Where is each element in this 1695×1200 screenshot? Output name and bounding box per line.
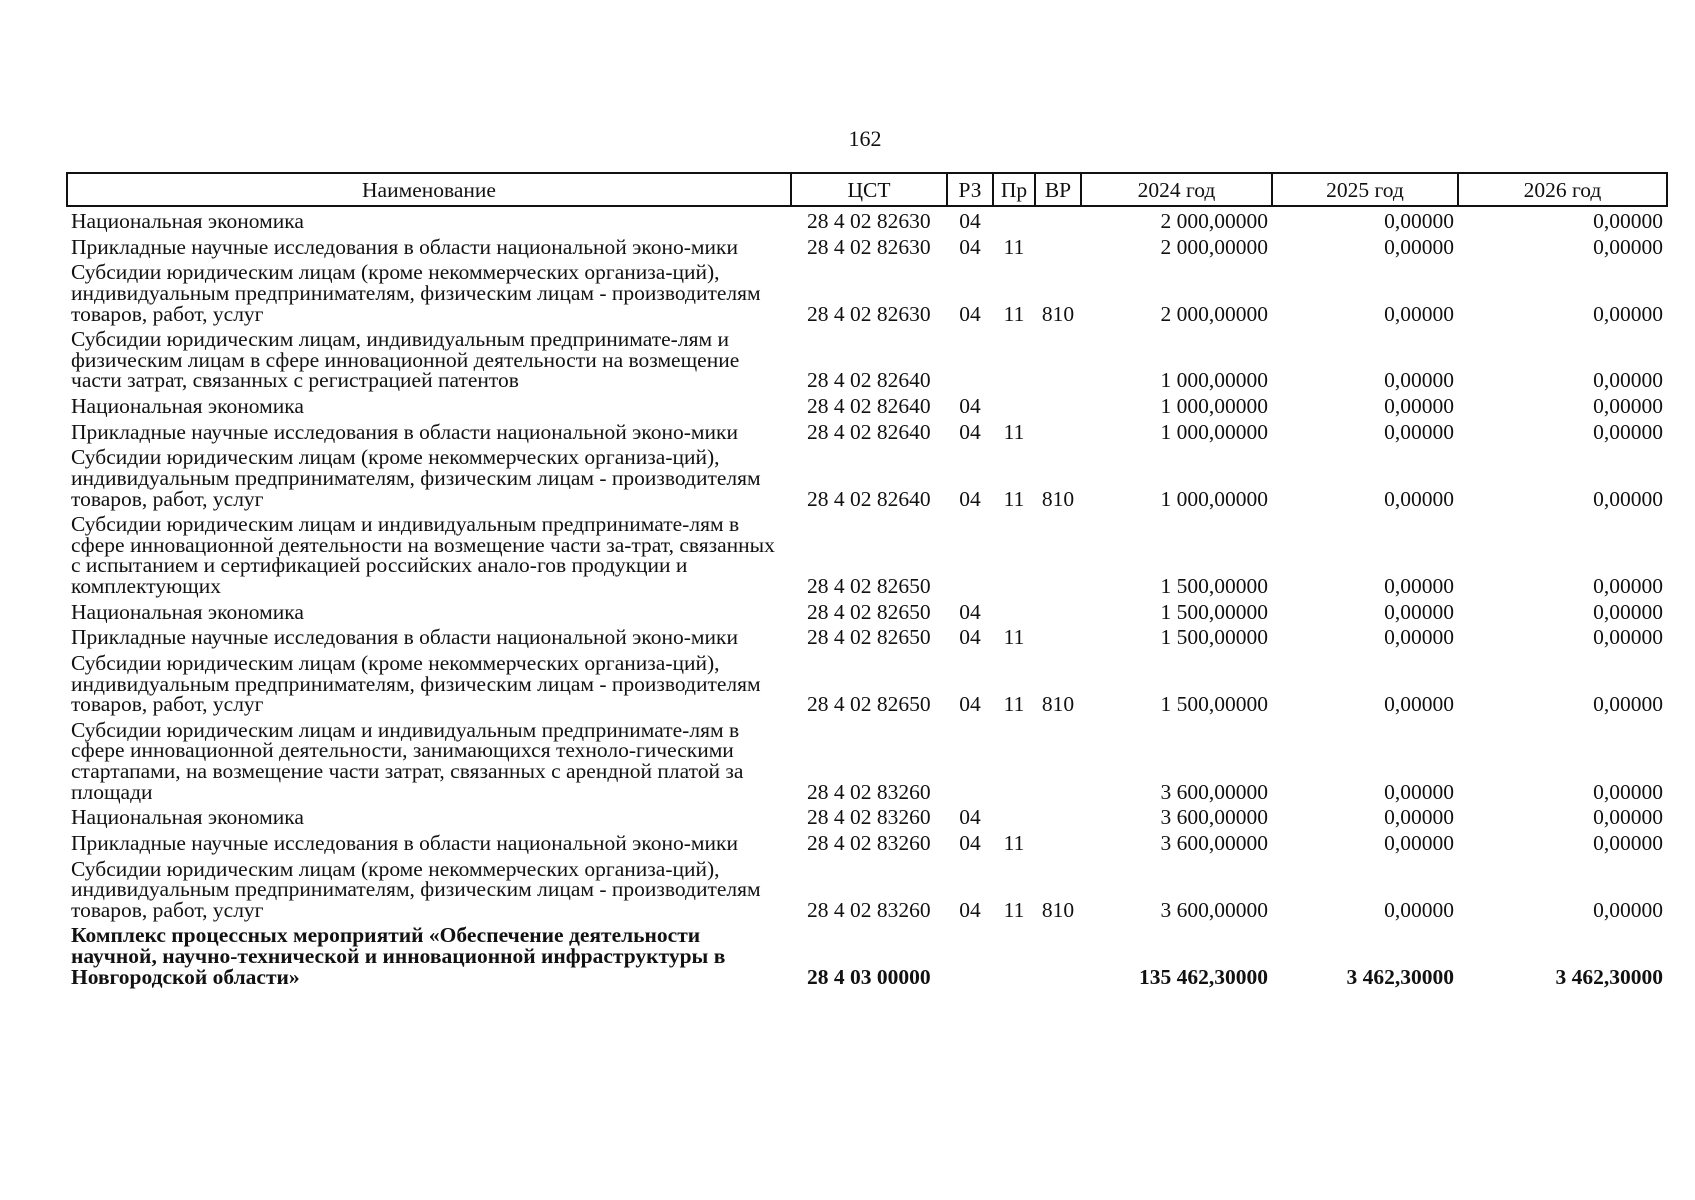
row-vr	[1035, 206, 1081, 235]
row-rz: 04	[959, 486, 981, 511]
row-cst: 28 4 02 82650	[807, 599, 931, 624]
row-name: Национальная экономика	[71, 599, 304, 624]
row-value-2025: 0,00000	[1384, 830, 1454, 855]
row-name: Национальная экономика	[71, 394, 304, 418]
row-name: Национальная экономика	[71, 209, 304, 233]
row-vr: 810	[1041, 486, 1075, 511]
row-pr	[993, 512, 1035, 600]
row-name: Прикладные научные исследования в области национальной эконо-мики	[71, 830, 738, 855]
row-name: Субсидии юридическим лицам (кроме некоммерческих организа-ций), индивидуальным предпринимателям, физическим лицам - производителям товаров, работ, услуг	[71, 260, 761, 326]
table-row	[67, 923, 1667, 990]
row-value-2026: 0,00000	[1593, 805, 1663, 830]
row-pr	[993, 394, 1035, 420]
column-header-2025: 2025 год	[1272, 173, 1458, 206]
row-value-2025: 0,00000	[1384, 574, 1454, 598]
row-vr	[1035, 625, 1081, 651]
row-pr: 11	[1003, 486, 1025, 511]
row-cst: 28 4 02 82630	[807, 234, 931, 259]
row-value-2026: 0,00000	[1593, 830, 1663, 855]
page-number: 162	[848, 126, 882, 151]
row-pr: 11	[1003, 234, 1025, 259]
row-name: Субсидии юридическим лицам и индивидуальным предпринимате-лям в сфере инновационной деятельности на возмещение части за-трат, связанных с испытанием и сертификацией российских анало-гов продукции и комплектующих	[71, 512, 775, 598]
row-value-2024: 1 000,00000	[1160, 394, 1268, 418]
row-rz: 04	[959, 234, 981, 259]
row-cst: 28 4 02 82640	[807, 368, 931, 393]
row-value-2025: 0,00000	[1384, 625, 1454, 650]
row-value-2026: 0,00000	[1593, 599, 1663, 624]
row-pr	[993, 327, 1035, 394]
column-header-pr: Пр	[993, 173, 1035, 206]
row-value-2025: 3 462,30000	[1346, 964, 1454, 989]
table-row	[67, 512, 1667, 600]
row-value-2025: 0,00000	[1384, 897, 1454, 922]
row-pr: 11	[1003, 897, 1025, 922]
row-cst: 28 4 02 83260	[807, 830, 931, 855]
row-value-2024: 1 000,00000	[1160, 419, 1268, 444]
row-value-2024: 3 600,00000	[1160, 805, 1268, 830]
table-row	[67, 327, 1667, 394]
row-name: Субсидии юридическим лицам (кроме некоммерческих организа-ций), индивидуальным предпринимателям, физическим лицам - производителям товаров, работ, услуг	[71, 445, 761, 511]
row-cst: 28 4 02 83260	[807, 897, 931, 922]
row-value-2025: 0,00000	[1384, 209, 1454, 233]
column-header-rz: РЗ	[947, 173, 993, 206]
row-cst: 28 4 02 82630	[807, 209, 931, 233]
column-header-name: Наименование	[67, 173, 791, 206]
row-pr: 11	[1003, 419, 1025, 444]
row-rz: 04	[959, 209, 981, 233]
row-value-2024: 2 000,00000	[1160, 301, 1268, 326]
row-value-2025: 0,00000	[1384, 234, 1454, 259]
row-value-2024: 1 500,00000	[1160, 692, 1268, 717]
row-value-2026: 0,00000	[1593, 692, 1663, 717]
row-value-2026: 0,00000	[1593, 574, 1663, 598]
row-value-2024: 3 600,00000	[1160, 779, 1268, 804]
row-vr	[1035, 718, 1081, 806]
table-row	[67, 394, 1667, 420]
row-name: Субсидии юридическим лицам (кроме некоммерческих организа-ций), индивидуальным предпринимателям, физическим лицам - производителям товаров, работ, услуг	[71, 856, 761, 922]
row-pr	[993, 923, 1035, 990]
row-rz: 04	[959, 805, 981, 830]
row-cst: 28 4 02 82640	[807, 419, 931, 444]
row-value-2026: 0,00000	[1593, 897, 1663, 922]
row-value-2025: 0,00000	[1384, 394, 1454, 418]
row-vr: 810	[1041, 301, 1075, 326]
row-cst: 28 4 02 82650	[807, 625, 931, 650]
row-vr	[1035, 420, 1081, 446]
table-header-row	[67, 173, 1667, 206]
row-cst: 28 4 02 82640	[807, 394, 931, 418]
row-cst: 28 4 02 83260	[807, 779, 931, 804]
row-vr	[1035, 394, 1081, 420]
column-header-2026: 2026 год	[1458, 173, 1667, 206]
row-vr	[1035, 327, 1081, 394]
row-rz: 04	[959, 692, 981, 717]
row-rz	[947, 327, 993, 394]
row-rz: 04	[959, 625, 981, 650]
row-cst: 28 4 02 82630	[807, 301, 931, 326]
row-pr	[993, 206, 1035, 235]
row-vr	[1035, 600, 1081, 626]
row-cst: 28 4 03 00000	[807, 964, 931, 989]
row-name: Национальная экономика	[71, 805, 304, 830]
table-row	[67, 857, 1667, 924]
row-value-2024: 1 500,00000	[1160, 599, 1268, 624]
row-vr	[1035, 512, 1081, 600]
row-cst: 28 4 02 83260	[807, 805, 931, 830]
row-rz	[947, 923, 993, 990]
budget-table	[66, 172, 1668, 990]
table-row	[67, 206, 1667, 235]
row-value-2026: 0,00000	[1593, 368, 1663, 393]
row-value-2025: 0,00000	[1384, 692, 1454, 717]
row-value-2025: 0,00000	[1384, 486, 1454, 511]
row-value-2026: 0,00000	[1593, 209, 1663, 233]
row-pr	[993, 805, 1035, 831]
row-value-2026: 0,00000	[1593, 486, 1663, 511]
row-rz: 04	[959, 419, 981, 444]
table-row	[67, 625, 1667, 651]
column-header-cst: ЦСТ	[791, 173, 947, 206]
row-name: Прикладные научные исследования в области национальной эконо-мики	[71, 234, 738, 259]
row-value-2026: 0,00000	[1593, 394, 1663, 418]
row-value-2025: 0,00000	[1384, 805, 1454, 830]
row-value-2024: 1 000,00000	[1160, 368, 1268, 393]
row-rz	[947, 512, 993, 600]
column-header-2024: 2024 год	[1081, 173, 1272, 206]
row-value-2025: 0,00000	[1384, 779, 1454, 804]
row-vr: 810	[1041, 897, 1075, 922]
row-value-2025: 0,00000	[1384, 301, 1454, 326]
row-cst: 28 4 02 82650	[807, 692, 931, 717]
row-value-2026: 0,00000	[1593, 234, 1663, 259]
table-row	[67, 600, 1667, 626]
row-value-2024: 3 600,00000	[1160, 830, 1268, 855]
row-value-2026: 0,00000	[1593, 625, 1663, 650]
row-value-2025: 0,00000	[1384, 368, 1454, 393]
row-cst: 28 4 02 82640	[807, 486, 931, 511]
row-pr: 11	[1003, 625, 1025, 650]
row-name: Субсидии юридическим лицам и индивидуальным предпринимате-лям в сфере инновационной деятельности, занимающихся техноло-гическими стартапами, на возмещение части затрат, связанных с арендной платой за площади	[71, 717, 744, 804]
table-row	[67, 260, 1667, 327]
row-name: Комплекс процессных мероприятий «Обеспечение деятельности научной, научно-технической и инновационной инфраструктуры в Новгородской области»	[71, 923, 726, 989]
row-pr	[993, 718, 1035, 806]
row-pr: 11	[1003, 301, 1025, 326]
row-vr	[1035, 235, 1081, 261]
row-vr	[1035, 805, 1081, 831]
row-value-2025: 0,00000	[1384, 599, 1454, 624]
row-value-2024: 135 462,30000	[1139, 964, 1268, 989]
row-value-2026: 0,00000	[1593, 301, 1663, 326]
table-row	[67, 445, 1667, 512]
row-value-2026: 0,00000	[1593, 779, 1663, 804]
row-pr	[993, 600, 1035, 626]
table-row	[67, 718, 1667, 806]
row-value-2026: 0,00000	[1593, 419, 1663, 444]
table-row	[67, 805, 1667, 831]
row-rz: 04	[959, 301, 981, 326]
row-vr: 810	[1041, 692, 1075, 717]
row-cst: 28 4 02 82650	[807, 574, 931, 598]
row-name: Прикладные научные исследования в области национальной эконо-мики	[71, 625, 738, 650]
row-name: Субсидии юридическим лицам (кроме некоммерческих организа-ций), индивидуальным предпринимателям, физическим лицам - производителям товаров, работ, услуг	[71, 650, 761, 717]
table-body	[67, 206, 1667, 990]
row-value-2026: 3 462,30000	[1555, 964, 1663, 989]
row-rz	[947, 718, 993, 806]
row-rz: 04	[959, 394, 981, 418]
row-value-2024: 2 000,00000	[1160, 234, 1268, 259]
row-value-2024: 2 000,00000	[1160, 209, 1268, 233]
row-name: Прикладные научные исследования в области национальной эконо-мики	[71, 419, 738, 444]
table-row	[67, 235, 1667, 261]
row-rz: 04	[959, 599, 981, 624]
row-rz: 04	[959, 897, 981, 922]
row-value-2025: 0,00000	[1384, 419, 1454, 444]
row-pr: 11	[1003, 692, 1025, 717]
row-value-2024: 3 600,00000	[1160, 897, 1268, 922]
row-value-2024: 1 500,00000	[1160, 574, 1268, 598]
table-row	[67, 831, 1667, 857]
row-rz: 04	[959, 830, 981, 855]
row-vr	[1035, 831, 1081, 857]
row-value-2024: 1 000,00000	[1160, 486, 1268, 511]
row-value-2024: 1 500,00000	[1160, 625, 1268, 650]
column-header-vr: ВР	[1035, 173, 1081, 206]
table-row	[67, 420, 1667, 446]
row-name: Субсидии юридическим лицам, индивидуальным предпринимате-лям и физическим лицам в сфере инновационной деятельности на возмещение части затрат, связанных с регистрацией патентов	[71, 327, 740, 393]
row-pr: 11	[1003, 830, 1025, 855]
table-row	[67, 651, 1667, 718]
row-vr	[1035, 923, 1081, 990]
